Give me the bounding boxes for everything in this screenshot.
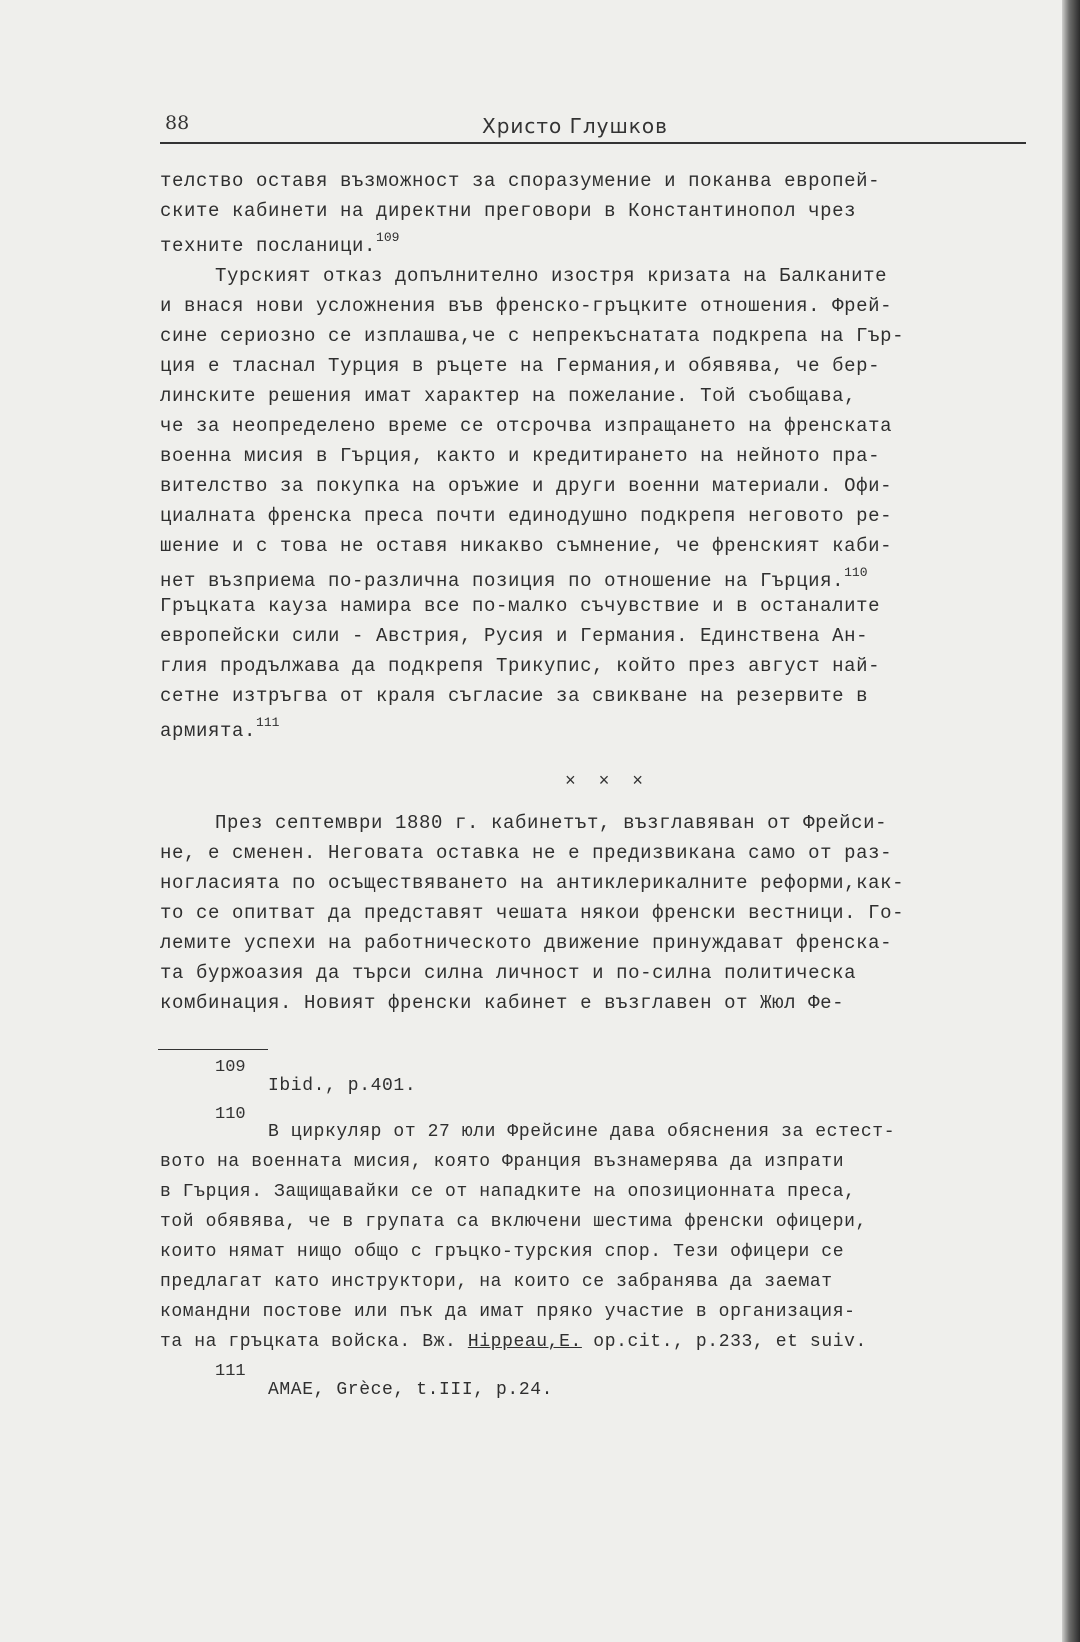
text-line: линските решения имат характер на пожелание. Той съобщава, [160, 385, 857, 407]
section-separator: × × × [565, 772, 650, 792]
text-line: Турският отказ допълнително изостря кризата на Балканите [215, 265, 888, 287]
footnote-line: които нямат нищо общо с гръцко-турския спор. Тези офицери се [160, 1242, 845, 1262]
text-line: та буржоазия да търси силна личност и по-силна политическа [160, 962, 857, 984]
footnote-line: Ibid., p.401. [268, 1076, 417, 1096]
reference-details: op.cit., p.233, et suiv. [581, 1332, 867, 1352]
footnote-line: командни постове или пък да имат пряко участие в организация- [160, 1302, 856, 1322]
text-line-content: техните посланици. [160, 235, 377, 257]
text-line: Гръцката кауза намира все по-малко съчувствие и в останалите [160, 595, 881, 617]
text-line: сетне изтръгва от краля съгласие за свикване на резервите в [160, 685, 869, 707]
book-spine-shadow [1062, 0, 1080, 1642]
text-line: не, е сменен. Неговата оставка не е предизвикана само от раз- [160, 842, 893, 864]
text-line: глия продължава да подкрепя Трикупис, който през август най- [160, 655, 881, 677]
text-line-content: нет възприема по-различна позиция по отношение на Гърция. [160, 570, 845, 592]
footnote-line: вото на военната мисия, която Франция възнамерява да изпрати [160, 1152, 845, 1172]
text-line: телство оставя възможност за споразумение и поканва европей- [160, 170, 881, 192]
text-line-content: армията. [160, 720, 257, 742]
footnote-line: В циркуляр от 27 юли Фрейсине дава обяснения за естест- [268, 1122, 896, 1142]
text-line: то се опитват да представят чешата някои френски вестници. Го- [160, 902, 905, 924]
footnote-number-110: 110 [215, 1105, 246, 1124]
text-line: комбинация. Новият френски кабинет е възглавен от Жюл Фе- [160, 992, 845, 1014]
footnote-ref-109[interactable]: 109 [376, 230, 400, 245]
text-line [160, 565, 868, 592]
text-line [160, 230, 399, 257]
text-line: ция е тласнал Турция в ръцете на Германия,и обявява, че бер- [160, 355, 881, 377]
text-line: че за неопределено време се отсрочва изпращането на френската [160, 415, 893, 437]
text-line [160, 715, 279, 742]
footnote-line [160, 1332, 867, 1352]
text-line: шение и с това не оставя никакво съмнение, че френският каби- [160, 535, 893, 557]
text-line: сине сериозно се изплашва,че с непрекъснатата подкрепа на Гър- [160, 325, 905, 347]
text-line: вителство за покупка на оръжие и други военни материали. Офи- [160, 475, 893, 497]
text-line: циалната френска преса почти единодушно подкрепя неговото ре- [160, 505, 893, 527]
footnote-line: предлагат като инструктори, на които се забранява да заемат [160, 1272, 833, 1292]
footnote-line: в Гърция. Защищавайки се от нападките на опозиционната преса, [160, 1182, 856, 1202]
text-line: ските кабинети на директни преговори в Константинопол чрез [160, 200, 857, 222]
footnote-line: AMAE, Grèce, t.III, p.24. [268, 1380, 554, 1400]
reference-author: Hippeau,E. [467, 1332, 582, 1352]
text-line: лемите успехи на работническото движение принуждават френска- [160, 932, 893, 954]
text-line: и внася нови усложнения във френско-гръцките отношения. Фрей- [160, 295, 893, 317]
text-line: европейски сили - Австрия, Русия и Германия. Единствена Ан- [160, 625, 869, 647]
footnote-ref-110[interactable]: 110 [844, 565, 868, 580]
text-line: военна мисия в Гърция, както и кредитирането на нейното пра- [160, 445, 881, 467]
footnote-line-content: та на гръцката войска. Вж. [160, 1332, 457, 1352]
footnote-line: той обявява, че в групата са включени шестима френски офицери, [160, 1212, 867, 1232]
footnote-number-109: 109 [215, 1058, 246, 1077]
page-number: 88 [165, 112, 190, 134]
running-title: Христо Глушков [482, 114, 668, 138]
text-line: През септември 1880 г. кабинетът, възглавяван от Фрейси- [215, 812, 888, 834]
text-line: ногласията по осъществяването на антиклерикалните реформи,как- [160, 872, 905, 894]
footnote-number-111: 111 [215, 1362, 246, 1381]
footnote-ref-111[interactable]: 111 [256, 715, 280, 730]
footnote-divider [158, 1049, 268, 1050]
